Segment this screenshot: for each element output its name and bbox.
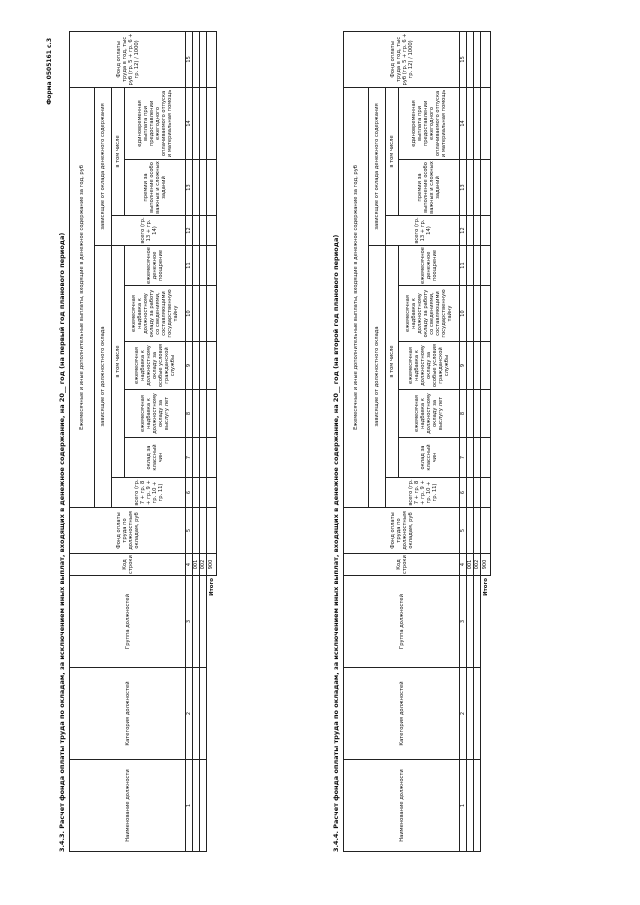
table-cell — [207, 160, 217, 216]
row-code: 900 — [207, 554, 217, 576]
col-num: 11 — [460, 246, 467, 286]
total-row — [481, 31, 491, 851]
col-num: 7 — [186, 438, 193, 478]
col-num: 3 — [186, 576, 193, 668]
header-c11: ежемесячное денежное поощрение — [125, 246, 186, 286]
table-cell — [481, 508, 491, 554]
header-c7: оклад за классный чин — [125, 438, 186, 478]
header-position-group: Группа должностей — [70, 576, 186, 668]
header-dep-salary: зависящие от должностного оклада — [95, 246, 112, 508]
table-cell — [200, 760, 207, 852]
col-num: 14 — [460, 87, 467, 159]
table-cell — [474, 760, 481, 852]
col-num: 10 — [186, 286, 193, 342]
table-cell — [474, 342, 481, 390]
header-c9: ежемесячная надбавка к должностному окладу за особые условия гражданской службы — [125, 342, 186, 390]
table-cell — [207, 390, 217, 438]
header-fund-staff: Фонд оплаты труда по должностным окладам, руб — [70, 508, 186, 554]
table-cell — [474, 508, 481, 554]
table-cell — [474, 216, 481, 246]
header-in-number-a: в том числе — [386, 246, 399, 478]
header-fund-staff: Фонд оплаты труда по должностным окладам, руб — [344, 508, 460, 554]
table-cell — [193, 286, 200, 342]
table-cell — [200, 216, 207, 246]
table-cell — [200, 478, 207, 508]
col-num: 9 — [460, 342, 467, 390]
col-num: 12 — [460, 216, 467, 246]
section-3-4-3 — [58, 33, 217, 852]
col-num: 4 — [186, 554, 193, 576]
col-num: 6 — [186, 478, 193, 508]
table-cell — [474, 246, 481, 286]
header-allowances-group: Ежемесячные и иные дополнительные выплаты, входящие в денежное содержание за год, руб — [344, 87, 369, 507]
col-num: 15 — [460, 31, 467, 87]
table-cell — [193, 478, 200, 508]
row-code: 900 — [481, 554, 491, 576]
table-cell — [200, 31, 207, 87]
col-num: 4 — [460, 554, 467, 576]
total-label: Итого — [208, 578, 215, 596]
table-cell — [474, 286, 481, 342]
table-cell — [193, 390, 200, 438]
table-cell — [200, 342, 207, 390]
header-position-name: Наименование должности — [70, 760, 186, 852]
table-row — [474, 31, 481, 851]
section-title: 3.4.4. Расчет фонда оплаты труда по окладам, за исключением иных выплат, входящих в денежное содержание, на 20__ год (на второй год планового периода) — [332, 234, 340, 852]
col-num: 1 — [186, 760, 193, 852]
header-position-group: Группа должностей — [344, 576, 460, 668]
fund-table — [343, 31, 491, 852]
table-cell — [467, 668, 474, 760]
table-cell — [474, 31, 481, 87]
table-cell — [474, 87, 481, 159]
header-position-name: Наименование должности — [344, 760, 460, 852]
header-c13: премии за выполнение особо важных и сложных заданий — [399, 160, 460, 216]
col-num: 6 — [460, 478, 467, 508]
table-cell — [474, 668, 481, 760]
table-cell — [200, 390, 207, 438]
table-cell — [481, 342, 491, 390]
table-cell — [200, 160, 207, 216]
table-cell — [474, 438, 481, 478]
table-cell — [481, 87, 491, 159]
table-cell — [207, 478, 217, 508]
table-cell — [467, 576, 474, 668]
form-code: Форма 0505161 с.3 — [46, 38, 53, 105]
section-3-4-4 — [332, 33, 491, 852]
table-cell — [193, 438, 200, 478]
header-row-code: Код строки — [70, 554, 186, 576]
table-cell — [200, 576, 207, 668]
table-cell — [207, 508, 217, 554]
table-cell — [467, 246, 474, 286]
header-c7: оклад за классный чин — [399, 438, 460, 478]
table-row — [200, 31, 207, 851]
header-c13: премии за выполнение особо важных и сложных заданий — [125, 160, 186, 216]
table-cell — [193, 246, 200, 286]
table-cell — [193, 87, 200, 159]
table-cell — [207, 216, 217, 246]
row-code: 001 — [193, 554, 200, 576]
table-cell — [200, 668, 207, 760]
table-cell — [481, 246, 491, 286]
table-cell — [467, 478, 474, 508]
header-in-number-b: в том числе — [386, 87, 399, 215]
header-c14: единовременная выплата при предоставлении ежегодного оплачиваемого отпуска и материальная помощь — [399, 87, 460, 159]
table-cell — [481, 438, 491, 478]
col-num: 11 — [186, 246, 193, 286]
header-position-category: Категория должностей — [70, 668, 186, 760]
header-in-number-a: в том числе — [112, 246, 125, 478]
table-cell — [193, 760, 200, 852]
header-total-a: всего (гр. 7 + гр. 8 + гр. 9 + гр. 10 + гр. 11) — [112, 478, 186, 508]
table-cell — [200, 438, 207, 478]
row-code: 001 — [467, 554, 474, 576]
table-cell — [474, 160, 481, 216]
col-num: 1 — [460, 760, 467, 852]
col-num: 10 — [460, 286, 467, 342]
table-cell — [481, 286, 491, 342]
table-cell — [193, 508, 200, 554]
col-num: 2 — [186, 668, 193, 760]
table-cell — [481, 31, 491, 87]
header-c15: Фонд оплаты труда в год, тыс руб (гр. 5 + гр. 6 + гр. 12) / 1000) — [70, 31, 186, 87]
header-c8: ежемесячная надбавка к должностному окладу за выслугу лет — [399, 390, 460, 438]
table-cell — [193, 668, 200, 760]
table-cell — [467, 342, 474, 390]
table-cell — [467, 438, 474, 478]
table-cell — [193, 576, 200, 668]
col-num: 9 — [186, 342, 193, 390]
table-cell — [481, 216, 491, 246]
header-c8: ежемесячная надбавка к должностному окладу за выслугу лет — [125, 390, 186, 438]
header-c11: ежемесячное денежное поощрение — [399, 246, 460, 286]
header-c9: ежемесячная надбавка к должностному окладу за особые условия гражданской службы — [399, 342, 460, 390]
table-cell — [193, 160, 200, 216]
column-numbers-row — [186, 31, 193, 851]
table-cell — [474, 390, 481, 438]
table-cell — [207, 342, 217, 390]
table-cell — [200, 87, 207, 159]
col-num: 13 — [460, 160, 467, 216]
col-num: 3 — [460, 576, 467, 668]
col-num: 5 — [186, 508, 193, 554]
total-label: Итого — [482, 578, 489, 596]
table-cell — [200, 508, 207, 554]
table-cell — [467, 390, 474, 438]
table-row — [467, 31, 474, 851]
table-cell — [207, 31, 217, 87]
table-cell — [193, 342, 200, 390]
col-num: 8 — [460, 390, 467, 438]
header-dep-rank: зависящие от оклада денежного содержания — [95, 87, 112, 245]
table-cell — [193, 31, 200, 87]
col-num: 13 — [186, 160, 193, 216]
row-code: 002 — [200, 554, 207, 576]
header-total-b: всего (гр. 13 + гр. 14) — [386, 216, 460, 246]
table-cell — [193, 216, 200, 246]
header-total-a: всего (гр. 7 + гр. 8 + гр. 9 + гр. 10 + гр. 11) — [386, 478, 460, 508]
col-num: 15 — [186, 31, 193, 87]
col-num: 8 — [186, 390, 193, 438]
table-cell — [481, 478, 491, 508]
header-position-category: Категория должностей — [344, 668, 460, 760]
table-cell — [467, 286, 474, 342]
section-title: 3.4.3. Расчет фонда оплаты труда по окладам, за исключением иных выплат, входящих в денежное содержание, на 20__ год (на первый год планового периода) — [58, 232, 66, 852]
col-num: 12 — [186, 216, 193, 246]
table-cell — [467, 31, 474, 87]
table-row — [193, 31, 200, 851]
header-dep-rank: зависящие от оклада денежного содержания — [369, 87, 386, 245]
header-row-code: Код строки — [344, 554, 460, 576]
total-row — [207, 31, 217, 851]
header-total-b: всего (гр. 13 + гр. 14) — [112, 216, 186, 246]
table-cell — [481, 160, 491, 216]
header-in-number-b: в том числе — [112, 87, 125, 215]
fund-table — [69, 31, 217, 852]
table-cell — [467, 87, 474, 159]
col-num: 2 — [460, 668, 467, 760]
header-c14: единовременная выплата при предоставлении ежегодного оплачиваемого отпуска и материальная помощь — [125, 87, 186, 159]
table-cell — [207, 438, 217, 478]
table-cell — [467, 508, 474, 554]
row-code: 002 — [474, 554, 481, 576]
header-allowances-group: Ежемесячные и иные дополнительные выплаты, входящие в денежное содержание за год, руб — [70, 87, 95, 507]
table-cell — [200, 246, 207, 286]
header-c10: ежемесячная надбавка к должностному окладу за работу со сведениями, составляющими государственную тайну — [399, 286, 460, 342]
column-numbers-row — [460, 31, 467, 851]
table-cell — [207, 246, 217, 286]
table-cell — [207, 87, 217, 159]
table-cell — [474, 576, 481, 668]
header-c15: Фонд оплаты труда в год, тыс руб (гр. 5 + гр. 6 + гр. 12) / 1000) — [344, 31, 460, 87]
table-cell — [467, 216, 474, 246]
landscape-content — [40, 32, 600, 872]
header-dep-salary: зависящие от должностного оклада — [369, 246, 386, 508]
col-num: 5 — [460, 508, 467, 554]
table-cell — [474, 478, 481, 508]
table-cell — [467, 760, 474, 852]
table-cell — [200, 286, 207, 342]
table-cell — [467, 160, 474, 216]
header-c10: ежемесячная надбавка к должностному окладу за работу со сведениями, составляющими государственную тайну — [125, 286, 186, 342]
table-cell — [207, 286, 217, 342]
col-num: 7 — [460, 438, 467, 478]
col-num: 14 — [186, 87, 193, 159]
table-cell — [481, 390, 491, 438]
